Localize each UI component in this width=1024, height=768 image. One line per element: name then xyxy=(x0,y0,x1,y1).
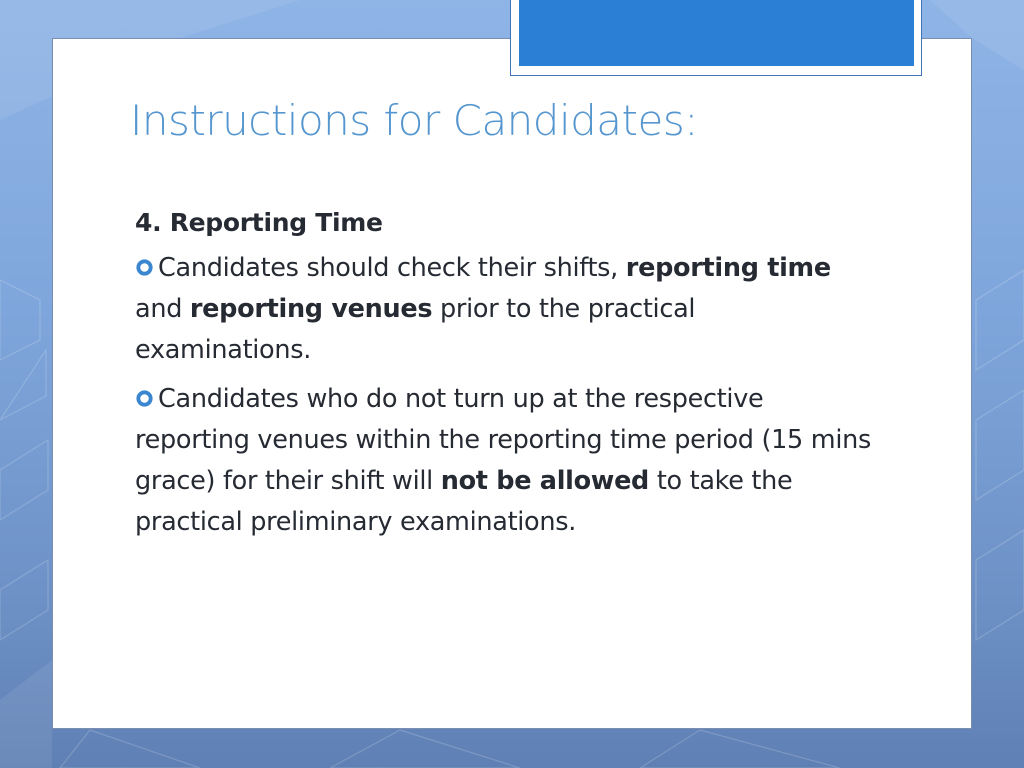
bullet-emphasis: reporting time xyxy=(625,253,831,283)
bullet-text: Candidates who do not turn up at the respective reporting venues within the reporting time period (15 mins grace) for their shift will xyxy=(135,384,871,496)
bullet-item xyxy=(135,379,875,543)
ring-bullet-icon xyxy=(135,258,154,277)
slide-title: Instructions for Candidates: xyxy=(130,96,698,145)
bullet-text: and xyxy=(135,294,190,324)
ring-bullet-icon xyxy=(135,389,154,408)
bullet-emphasis: reporting venues xyxy=(189,294,433,324)
bullet-text: prior to the practical examinations. xyxy=(135,294,696,365)
accent-tab xyxy=(519,0,914,66)
slide-body xyxy=(135,204,875,551)
bullet-item xyxy=(135,248,875,371)
bullet-text: Candidates should check their shifts, xyxy=(158,253,626,283)
bullet-emphasis: not be allowed xyxy=(440,466,650,496)
bullet-text: to take the practical preliminary examinations. xyxy=(135,466,793,537)
section-heading: 4. Reporting Time xyxy=(135,208,383,237)
